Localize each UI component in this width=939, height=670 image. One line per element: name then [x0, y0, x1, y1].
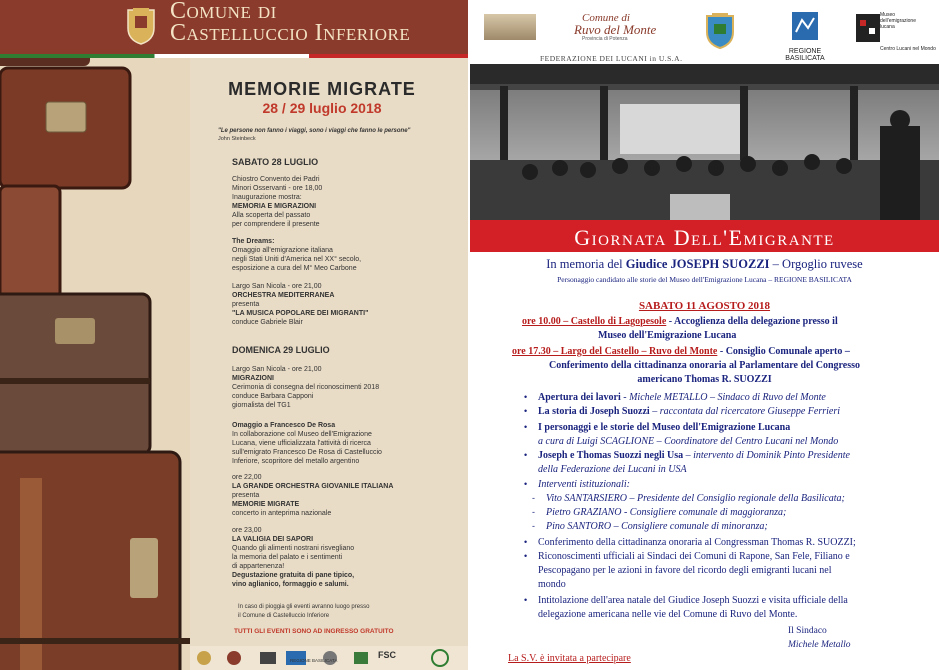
- program-item: [538, 392, 826, 403]
- program-item: [538, 406, 840, 417]
- schedule-2-text: - Consiglio Comunale aperto –: [717, 346, 850, 357]
- comune-ruvo: [544, 12, 684, 36]
- schedule-1-time: ore 10.00 – Castello di Lagopesole: [522, 316, 667, 327]
- poster-line: Largo San Nicola - ore 21,00: [232, 366, 322, 373]
- invite-line: La S.V. è invitata a partecipare: [508, 653, 631, 664]
- poster-line: la memoria del palato e i sentimenti: [232, 554, 343, 561]
- schedule-1: [522, 316, 838, 327]
- schedule-2-time: ore 17.30 – Largo del Castello – Ruvo del Monte: [512, 346, 718, 357]
- poster-line: MIGRAZIONI: [232, 375, 274, 382]
- poster-line: esposizione a cura del M° Meo Carbone: [232, 265, 357, 272]
- program-item: [538, 609, 797, 620]
- program-item-text: delegazione americana nelle vie del Comune di Ruvo del Monte.: [538, 609, 798, 620]
- poster-line: DOMENICA 29 LUGLIO: [232, 345, 330, 355]
- comune-line1: Comune di: [170, 0, 277, 24]
- event-title: MEMORIE MIGRATE: [228, 79, 416, 99]
- bullet-icon: •: [524, 595, 528, 605]
- program-item-text: mondo: [538, 579, 566, 590]
- poster-line: TUTTI GLI EVENTI SONO AD INGRESSO GRATUITO: [234, 628, 394, 635]
- poster-line: LA VALIGIA DEI SAPORI: [232, 536, 314, 543]
- sign-title: Il Sindaco: [788, 626, 827, 636]
- castelluccio-crest-icon: [124, 6, 158, 46]
- museo-logo-icon: [856, 14, 880, 42]
- poster-line: Minori Osservanti - ore 18,00: [232, 185, 323, 192]
- program-item: [538, 565, 832, 576]
- poster-line: giornalista del TG1: [232, 402, 291, 409]
- memory-name: Giudice JOSEPH SUOZZI: [625, 257, 770, 271]
- provincia-label: Provincia di Potenza: [582, 36, 628, 42]
- poster-line: MEMORIE MIGRATE: [232, 501, 300, 508]
- program-item-text: Pietro GRAZIANO - Consigliere comunale di maggioranza;: [546, 507, 787, 518]
- program-item: [538, 422, 790, 433]
- regione-label: REGIONE BASILICATA: [785, 48, 825, 62]
- program-item: [538, 479, 630, 490]
- program-item: [538, 579, 566, 590]
- castle-photo: [484, 14, 536, 40]
- poster-line: Chiostro Convento dei Padri: [232, 176, 320, 183]
- poster-line: ore 22,00: [232, 474, 262, 481]
- basilicata-logo-icon: [792, 12, 818, 40]
- federazione-label: FEDERAZIONE DEI LUCANI in U.S.A.: [540, 54, 683, 63]
- schedule-1-text: - Accoglienza della delegazione presso il: [666, 316, 838, 327]
- left-poster: [0, 0, 468, 670]
- suitcases-illustration: [0, 58, 190, 670]
- bullet-icon: •: [524, 551, 528, 561]
- program-item: [546, 521, 768, 532]
- poster-line: Omaggio all'emigrazione italiana: [232, 247, 333, 254]
- dash-icon: -: [532, 507, 535, 517]
- poster-line: Inferiore, scopritore del metallo argentino: [232, 458, 360, 465]
- emigrants-photo: [470, 64, 939, 220]
- museo-label: Museo dell'emigrazione lucana: [880, 12, 916, 30]
- schedule-2-text3: americano Thomas R. SUOZZI: [637, 374, 772, 385]
- poster-line: In collaborazione col Museo dell'Emigrazione: [232, 431, 372, 438]
- comune-ruvo-line2: Ruvo del Monte: [574, 22, 657, 37]
- right-flyer: [470, 0, 939, 670]
- program-item-title: Joseph e Thomas Suozzi negli Usa: [538, 450, 684, 461]
- program-item-text: – intervento di Dominik Pinto Presidente: [683, 450, 850, 461]
- poster-line: In caso di pioggia gli eventi avranno luogo presso: [238, 604, 370, 610]
- program-item-title: Apertura dei lavori: [538, 392, 621, 403]
- poster-line: "LA MUSICA POPOLARE DEI MIGRANTI": [232, 310, 369, 317]
- program-item-text: – raccontata dal ricercatore Giuseppe Ferrieri: [649, 406, 841, 417]
- poster-line: Largo San Nicola - ore 21,00: [232, 283, 322, 290]
- program-item: [538, 450, 850, 461]
- poster-line: negli Stati Uniti d'America nel XX° secolo,: [232, 256, 362, 263]
- schedule-1-text2: Museo dell'Emigrazione Lucana: [598, 330, 737, 341]
- program-item-title: I personaggi e le storie del Museo dell'Emigrazione Lucana: [538, 422, 791, 433]
- poster-line: Degustazione gratuita di pane tipico,: [232, 572, 355, 579]
- quote-author: John Steinbeck: [218, 136, 256, 142]
- poster-line: Omaggio a Francesco De Rosa: [232, 422, 336, 429]
- poster-line: vino aglianico, formaggio e salumi.: [232, 581, 349, 588]
- poster-line: ORCHESTRA MEDITERRANEA: [232, 292, 335, 299]
- poster-line: per comprendere il presente: [232, 221, 320, 228]
- program-item-text: a cura di Luigi SCAGLIONE – Coordinatore del Centro Lucani nel Mondo: [538, 436, 839, 447]
- dash-icon: -: [532, 493, 535, 503]
- program-item-text: Interventi istituzionali:: [538, 479, 630, 490]
- program-item-text: Riconoscimenti ufficiali ai Sindaci dei Comuni di Rapone, San Fele, Filiano e: [538, 551, 850, 562]
- bullet-icon: •: [524, 479, 528, 489]
- bullet-icon: •: [524, 537, 528, 547]
- sign-name: Michele Metallo: [788, 640, 851, 650]
- comune-title: [170, 0, 450, 44]
- program-item-text: della Federazione dei Lucani in USA: [538, 464, 687, 475]
- schedule-2: [512, 346, 850, 357]
- poster-line: presenta: [232, 492, 260, 499]
- poster-line: MEMORIA E MIGRAZIONI: [232, 203, 317, 210]
- program-item: [538, 436, 838, 447]
- program-item-text: Pescopagano per le azioni in favore del ricordo degli emigranti lucani nel: [538, 565, 832, 576]
- memory-suffix: – Orgoglio ruvese: [769, 257, 863, 271]
- poster-line: SABATO 28 LUGLIO: [232, 157, 319, 167]
- museo-sub-label: Centro Lucani nel Mondo: [880, 46, 936, 52]
- poster-line: Lucana, viene ufficializzata l'attività di ricerca: [232, 440, 371, 447]
- program-item-text: Conferimento della cittadinanza onoraria al Congressman Thomas R. SUOZZI;: [538, 537, 856, 548]
- program-item: [546, 493, 845, 504]
- poster-line: ore 23,00: [232, 527, 262, 534]
- poster-line: conduce Barbara Capponi: [232, 393, 314, 400]
- event-date: SABATO 11 AGOSTO 2018: [638, 300, 771, 312]
- program-item-text: - Michele METALLO – Sindaco di Ruvo del Monte: [620, 392, 826, 403]
- program-item-text: Vito SANTARSIERO – Presidente del Consiglio regionale della Basilicata;: [546, 493, 845, 504]
- program-item: [538, 551, 850, 562]
- program-item-text: Intitolazione dell'area natale del Giudice Joseph Suozzi e visita ufficiale della: [538, 595, 848, 606]
- poster-line: Cerimonia di consegna del riconoscimenti 2018: [232, 384, 380, 391]
- bullet-icon: •: [524, 422, 528, 432]
- poster-line: The Dreams:: [232, 238, 275, 245]
- poster-line: il Comune di Castelluccio Inferiore: [238, 613, 330, 619]
- memory-line: [470, 257, 939, 272]
- poster-line: Quando gli alimenti nostrani risvegliano: [232, 545, 355, 552]
- dash-icon: -: [532, 521, 535, 531]
- event-dates: 28 / 29 luglio 2018: [262, 100, 382, 116]
- poster-line: di appartenenza!: [232, 563, 285, 570]
- sponsor-regione: REGIONE BASILICATA: [290, 658, 338, 663]
- ruvo-crest-icon: [704, 12, 736, 50]
- poster-line: conduce Gabriele Blair: [232, 319, 303, 326]
- program-item: [546, 507, 786, 518]
- bullet-icon: •: [524, 406, 528, 416]
- comune-line2: Castelluccio Inferiore: [170, 20, 411, 46]
- memory-prefix: In memoria del: [546, 257, 626, 271]
- poster-line: presenta: [232, 301, 260, 308]
- poster-line: Alla scoperta del passato: [232, 212, 311, 219]
- program-item: [538, 537, 856, 548]
- bullet-icon: •: [524, 392, 528, 402]
- giornata-title: Giornata Dell'Emigrante: [574, 225, 835, 250]
- comune-ruvo-line1: Comune di: [582, 12, 630, 24]
- steinbeck-quote: "Le persone non fanno i viaggi, sono i viaggi che fanno le persone": [218, 128, 411, 134]
- flyer-header: [470, 0, 939, 64]
- program-item-title: La storia di Joseph Suozzi: [538, 406, 650, 417]
- poster-line: sull'emigrato Francesco De Rosa di Castelluccio: [232, 449, 382, 456]
- program-item: [538, 595, 848, 606]
- program-item-text: Pino SANTORO – Consigliere comunale di minoranza;: [546, 521, 768, 532]
- schedule-2-text2: Conferimento della cittadinanza onoraria al Parlamentare del Congresso: [549, 360, 860, 371]
- poster-line: Inaugurazione mostra:: [232, 194, 302, 201]
- poster-line: LA GRANDE ORCHESTRA GIOVANILE ITALIANA: [232, 483, 394, 490]
- person-note: Personaggio candidato alle storie del Museo dell'Emigrazione Lucana – REGIONE BASILICATA: [557, 275, 852, 284]
- bullet-icon: •: [524, 450, 528, 460]
- poster-line: concerto in anteprima nazionale: [232, 510, 332, 517]
- sponsor-fsc: FSC: [378, 650, 396, 660]
- program-item: [538, 464, 687, 475]
